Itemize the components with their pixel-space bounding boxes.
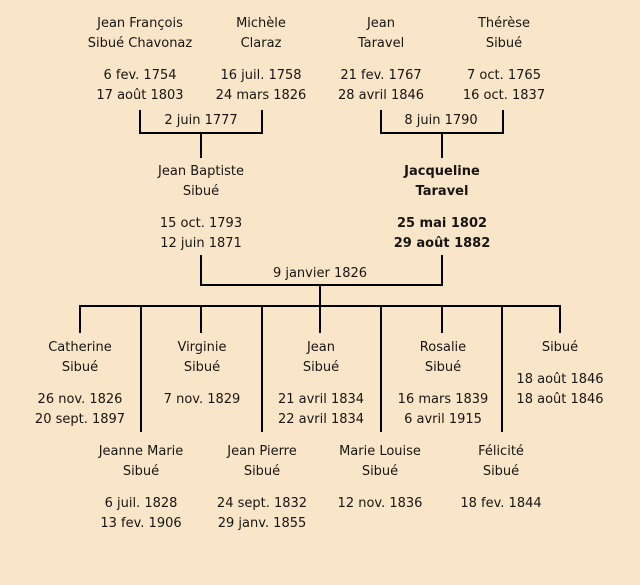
marriage-1826-left-drop-line xyxy=(200,255,202,286)
birth-date: 6 juil. 1828 xyxy=(104,496,178,511)
person-dates xyxy=(394,214,491,254)
birth-date: 25 mai 1802 xyxy=(396,216,488,231)
person-jean-baptiste-sibue xyxy=(158,162,244,254)
death-date: 29 janv. 1855 xyxy=(217,516,307,531)
person-dates xyxy=(463,66,545,106)
person-jeanne-marie-sibue xyxy=(99,442,184,534)
person-name-line2: Sibué xyxy=(541,340,579,355)
person-catherine-sibue xyxy=(35,338,125,430)
person-name-line2: Sibué xyxy=(182,184,220,199)
person-dates xyxy=(398,390,489,430)
death-date: 18 août 1846 xyxy=(516,392,604,407)
child-drop-line-jean xyxy=(319,305,321,333)
person-jean-francois-sibue-chavonaz xyxy=(88,14,192,106)
birth-date: 6 fev. 1754 xyxy=(103,68,177,83)
birth-date: 15 oct. 1793 xyxy=(159,216,243,231)
person-name-line2: Sibué xyxy=(424,360,462,375)
person-dates xyxy=(164,390,241,410)
person-name-line1: Jean François xyxy=(97,16,183,31)
person-dates xyxy=(158,214,244,254)
person-name xyxy=(35,338,125,378)
marriage-1790-date-label: 8 juin 1790 xyxy=(404,113,478,128)
person-name-line2: Sibué xyxy=(482,464,520,479)
person-dates xyxy=(278,390,364,430)
marriage-1826-right-drop-line xyxy=(441,255,443,286)
person-name-line1: Félicité xyxy=(478,444,524,459)
child-drop-line-felicite xyxy=(501,305,503,432)
person-name-line2: Sibué xyxy=(61,360,99,375)
person-name-line2: Sibué xyxy=(183,360,221,375)
person-name xyxy=(398,338,489,378)
person-felicite-sibue xyxy=(460,442,541,514)
person-name-line2: Sibué xyxy=(361,464,399,479)
marriage-1777-left-drop-line xyxy=(139,110,141,134)
person-michele-claraz xyxy=(216,14,307,106)
person-name xyxy=(516,338,603,358)
birth-date: 24 sept. 1832 xyxy=(216,496,308,511)
child-drop-line-marie-louise xyxy=(380,305,382,432)
marriage-1777-right-drop-line xyxy=(261,110,263,134)
person-dates xyxy=(338,494,423,514)
marriage-1790-right-drop-line xyxy=(502,110,504,134)
death-date: 20 sept. 1897 xyxy=(34,412,126,427)
death-date: 28 avril 1846 xyxy=(337,88,425,103)
person-name-line1: Jacqueline xyxy=(404,164,480,179)
death-date: 24 mars 1826 xyxy=(215,88,307,103)
birth-date: 16 juil. 1758 xyxy=(220,68,302,83)
person-name-line1: Jeanne Marie xyxy=(98,444,184,459)
person-name-line1: Rosalie xyxy=(419,340,467,355)
person-name xyxy=(217,442,307,482)
person-jacqueline-taravel xyxy=(394,162,491,254)
death-date: 16 oct. 1837 xyxy=(462,88,546,103)
death-date: 12 juin 1871 xyxy=(160,236,242,251)
person-name xyxy=(88,14,192,54)
birth-date: 21 avril 1834 xyxy=(277,392,365,407)
marriage-1826-bracket-line xyxy=(200,284,443,286)
person-name-line1: Michèle xyxy=(236,16,286,31)
person-jean-pierre-sibue xyxy=(217,442,307,534)
death-date: 22 avril 1834 xyxy=(277,412,365,427)
death-date: 29 août 1882 xyxy=(393,236,491,251)
birth-date: 7 oct. 1765 xyxy=(467,68,541,83)
child-drop-line-jean-pierre xyxy=(261,305,263,432)
person-name xyxy=(158,162,244,202)
person-name-line2: Sibué xyxy=(243,464,281,479)
person-name-line2: Claraz xyxy=(240,36,282,51)
person-name xyxy=(460,442,541,482)
birth-date: 21 fev. 1767 xyxy=(340,68,422,83)
person-rosalie-sibue xyxy=(398,338,489,430)
death-date: 13 fev. 1906 xyxy=(100,516,182,531)
person-name xyxy=(338,442,423,482)
person-dates xyxy=(217,494,307,534)
child-drop-line-catherine xyxy=(79,305,81,333)
person-name xyxy=(99,442,184,482)
person-name-line1: Jean Baptiste xyxy=(158,164,244,179)
person-name-line2: Sibué xyxy=(485,36,523,51)
birth-date: 18 fev. 1844 xyxy=(460,496,542,511)
marriage-1777-descent-line xyxy=(200,132,202,158)
person-name-line1: Jean Pierre xyxy=(227,444,297,459)
person-name-line2: Sibué xyxy=(122,464,160,479)
person-dates xyxy=(460,494,541,514)
person-name-line1: Jean xyxy=(366,16,396,31)
person-name-line1: Jean xyxy=(306,340,336,355)
child-drop-line-virginie xyxy=(200,305,202,333)
person-name xyxy=(463,14,545,54)
birth-date: 7 nov. 1829 xyxy=(163,392,241,407)
person-name xyxy=(216,14,307,54)
death-date: 17 août 1803 xyxy=(96,88,184,103)
marriage-1826-descent-line xyxy=(319,284,321,307)
birth-date: 12 nov. 1836 xyxy=(337,496,423,511)
person-name-line1: Thérèse xyxy=(477,16,531,31)
person-virginie-sibue xyxy=(164,338,241,410)
person-dates xyxy=(35,390,125,430)
person-dates xyxy=(216,66,307,106)
person-jean-taravel xyxy=(338,14,424,106)
person-name-line2: Sibué Chavonaz xyxy=(87,36,193,51)
person-dates xyxy=(516,370,603,410)
person-name-line1: Virginie xyxy=(177,340,227,355)
person-name-line2: Taravel xyxy=(357,36,405,51)
marriage-1826-date-label: 9 janvier 1826 xyxy=(272,266,368,281)
birth-date: 26 nov. 1826 xyxy=(37,392,123,407)
person-dates xyxy=(99,494,184,534)
marriage-1777-date-label: 2 juin 1777 xyxy=(164,113,238,128)
person-marie-louise-sibue xyxy=(338,442,423,514)
birth-date: 18 août 1846 xyxy=(516,372,604,387)
person-sibue-infant xyxy=(516,338,603,410)
marriage-1790-descent-line xyxy=(441,132,443,158)
child-drop-line-rosalie xyxy=(441,305,443,333)
person-name-line1: Marie Louise xyxy=(339,444,421,459)
person-name xyxy=(164,338,241,378)
person-name-line1: Catherine xyxy=(48,340,112,355)
person-name xyxy=(394,162,491,202)
marriage-1790-left-drop-line xyxy=(380,110,382,134)
person-name-line2: Sibué xyxy=(302,360,340,375)
person-jean-sibue xyxy=(278,338,364,430)
person-name xyxy=(278,338,364,378)
person-therese-sibue xyxy=(463,14,545,106)
person-dates xyxy=(88,66,192,106)
person-name-line2: Taravel xyxy=(415,184,469,199)
person-dates xyxy=(338,66,424,106)
child-drop-line-jeanne-marie xyxy=(140,305,142,432)
birth-date: 16 mars 1839 xyxy=(397,392,489,407)
child-drop-line-sibue xyxy=(559,305,561,333)
death-date: 6 avril 1915 xyxy=(404,412,482,427)
person-name xyxy=(338,14,424,54)
